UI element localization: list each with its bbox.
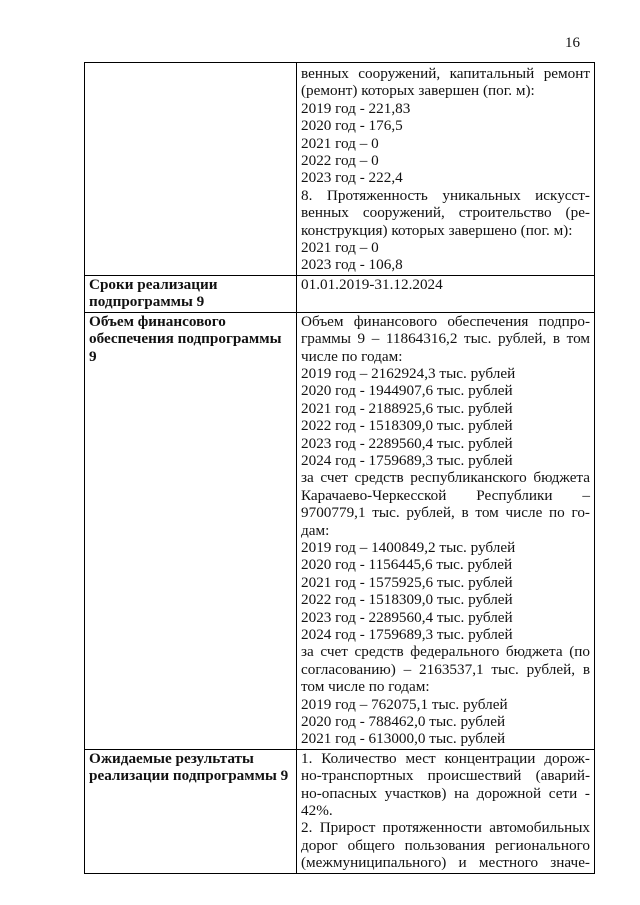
value-line: 42%. xyxy=(301,802,333,820)
row-value xyxy=(297,63,595,276)
row-label: Ожидаемые результаты реализации подпрограммы 9 xyxy=(85,749,297,873)
value-line: 2020 год - 788462,0 тыс. рублей xyxy=(301,713,506,731)
table-row xyxy=(85,749,595,873)
value-line: Объем финансового обеспечения подпро- xyxy=(301,312,590,330)
value-line: 2021 год – 0 xyxy=(301,239,379,257)
value-line: 2. Прирост протяженности автомобильных xyxy=(301,819,590,837)
table-row xyxy=(85,275,595,312)
value-line: Карачаево-Черкесской Республики – xyxy=(301,486,590,504)
value-line: 2019 год – 2162924,3 тыс. рублей xyxy=(301,364,516,382)
value-line: 2024 год - 1759689,3 тыс. рублей xyxy=(301,626,513,643)
value-line: конструкция) которых завершено (пог. м): xyxy=(301,221,573,239)
value-line: 2021 год – 0 xyxy=(301,134,379,152)
value-line: 2024 год - 1759689,3 тыс. рублей xyxy=(301,451,513,469)
value-line: 2020 год - 176,5 xyxy=(301,117,403,135)
row-value xyxy=(297,275,595,312)
value-line: 2021 год - 2188925,6 тыс. рублей xyxy=(301,399,513,417)
value-line: дорог общего пользования регионального xyxy=(301,836,590,854)
row-label: Сроки реализации подпрограммы 9 xyxy=(85,275,297,312)
page-number: 16 xyxy=(565,35,580,51)
row-value xyxy=(297,312,595,749)
value-line: 2021 год - 613000,0 тыс. рублей xyxy=(301,730,506,748)
value-line: 2023 год - 2289560,4 тыс. рублей xyxy=(301,608,513,626)
value-line: 2022 год – 0 xyxy=(301,152,379,170)
value-line: (ремонт) которых завершен (пог. м): xyxy=(301,82,535,100)
table-row xyxy=(85,312,595,749)
row-label: Объем финансового обеспечения подпрограммы 9 xyxy=(85,312,297,749)
value-line: 2023 год - 222,4 xyxy=(301,169,403,187)
value-line: 2020 год - 1156445,6 тыс. рублей xyxy=(301,556,513,574)
value-line: том числе по годам: xyxy=(301,678,430,696)
value-line: (межмуниципального) и местного значе- xyxy=(301,854,590,872)
passport-table xyxy=(84,62,595,874)
value-line: 01.01.2019-31.12.2024 xyxy=(301,275,443,293)
value-line: но-транспортных происшествий (аварий- xyxy=(301,767,590,785)
value-line: 2022 год - 1518309,0 тыс. рублей xyxy=(301,591,513,609)
value-line: 2021 год - 1575925,6 тыс. рублей xyxy=(301,573,513,591)
value-line: согласованию) – 2163537,1 тыс. рублей, в xyxy=(301,660,590,678)
value-line: венных сооружений, строительство (ре- xyxy=(301,204,590,222)
value-line: 2023 год - 2289560,4 тыс. рублей xyxy=(301,434,513,452)
value-line: венных сооружений, капитальный ремонт xyxy=(301,65,590,82)
value-line: за счет средств федерального бюджета (по xyxy=(301,643,590,661)
value-line: за счет средств республиканского бюджета xyxy=(301,469,590,487)
value-line: но-опасных участков) на дорожной сети - xyxy=(301,784,590,802)
value-line: 2022 год - 1518309,0 тыс. рублей xyxy=(301,417,513,435)
row-label xyxy=(85,63,297,276)
value-line: 2019 год - 221,83 xyxy=(301,99,411,117)
table-row xyxy=(85,63,595,276)
value-line: 2023 год - 106,8 xyxy=(301,256,403,274)
row-value xyxy=(297,749,595,873)
value-line: дам: xyxy=(301,521,330,539)
value-line: 2019 год – 762075,1 тыс. рублей xyxy=(301,695,508,713)
value-line: 2020 год - 1944907,6 тыс. рублей xyxy=(301,382,513,400)
value-line: 8. Протяженность уникальных искусст- xyxy=(301,186,590,204)
value-line: числе по годам: xyxy=(301,347,403,365)
value-line: 1. Количество мест концентрации дорож- xyxy=(301,749,590,767)
value-line: граммы 9 – 11864316,2 тыс. рублей, в том xyxy=(301,330,590,348)
value-line: 9700779,1 тыс. рублей, в том числе по го- xyxy=(301,504,590,522)
value-line: 2019 год – 1400849,2 тыс. рублей xyxy=(301,538,516,556)
